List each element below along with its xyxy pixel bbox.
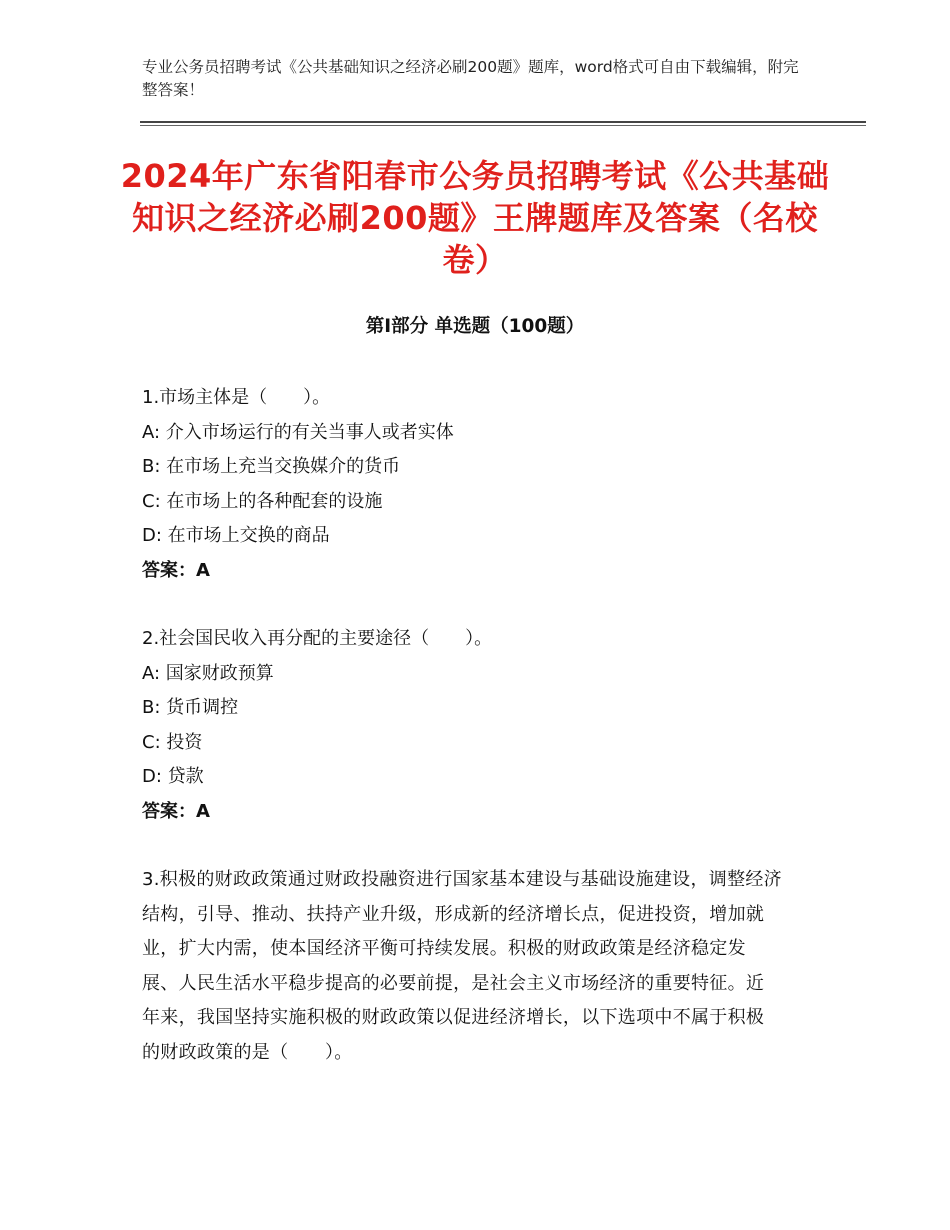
option-b: B: 货币调控 [142,697,239,718]
header-note: 专业公务员招聘考试《公共基础知识之经济必刷200题》题库，word格式可自由下载编辑，附完整答案！ [142,58,799,99]
header-rule-thick [140,121,866,123]
answer: 答案：A [142,559,210,581]
section-title: 第Ⅰ部分 单选题（100题） [365,316,585,337]
option-d: D: 在市场上交换的商品 [142,525,330,546]
question-2 [142,622,822,829]
option-b: B: 在市场上充当交换媒介的货币 [142,456,401,477]
question-1 [142,381,822,588]
option-a: A: 介入市场运行的有关当事人或者实体 [142,421,454,443]
option-c: C: 投资 [142,731,203,753]
option-d: D: 贷款 [142,766,204,787]
question-3 [142,863,822,1070]
question-list [142,381,822,1104]
header-rule-thin [140,125,866,126]
document-title: 2024年广东省阳春市公务员招聘考试《公共基础知识之经济必刷200题》王牌题库及答案（名校卷） [120,157,830,279]
option-a: A: 国家财政预算 [142,662,274,684]
question-stem: 1.市场主体是（ ）。 [142,387,331,408]
answer: 答案：A [142,800,210,822]
question-stem: 3.积极的财政政策通过财政投融资进行国家基本建设与基础设施建设，调整经济结构，引导、推动、扶持产业升级，形成新的经济增长点，促进投资，增加就业，扩大内需，使本国经济平衡可持续发展。积极的财政政策是经济稳定发展、人民生活水平稳步提高的必要前提，是社会主义市场经济的重要特征。近年来，我国坚持实施积极的财政政策以促进经济增长，以下选项中不属于积极的财政政策的是（ ）。 [142,869,782,1063]
option-c: C: 在市场上的各种配套的设施 [142,490,383,512]
question-stem: 2.社会国民收入再分配的主要途径（ ）。 [142,628,493,649]
